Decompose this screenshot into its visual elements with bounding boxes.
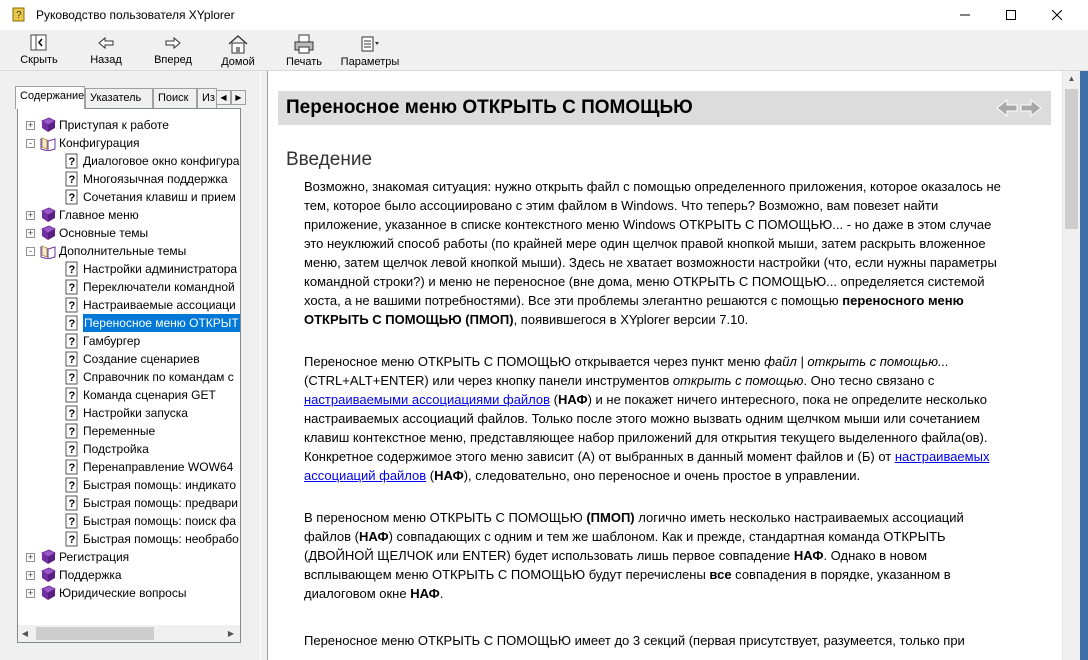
svg-text:?: ? [68, 534, 76, 546]
help-topic-icon [64, 441, 80, 457]
paragraph-3 [304, 508, 1008, 603]
tree-item[interactable] [18, 152, 240, 170]
tree-item[interactable] [18, 476, 240, 494]
tree-item[interactable] [18, 458, 240, 476]
tree-item[interactable] [18, 584, 240, 602]
tree-item[interactable] [18, 404, 240, 422]
maximize-icon [1006, 10, 1016, 20]
p2-text-f: ( [426, 468, 435, 483]
tree-item-label: Поддержка [59, 568, 122, 582]
tree-item[interactable] [18, 206, 240, 224]
tree-item-label: Быстрая помощь: предвари [83, 496, 238, 510]
back-button[interactable] [84, 30, 128, 70]
book-closed-icon [40, 117, 56, 133]
book-closed-icon [40, 585, 56, 601]
collapse-icon[interactable]: - [26, 139, 35, 148]
maximize-button[interactable] [988, 0, 1034, 30]
tree-item-label: Настройки администратора [83, 262, 238, 276]
tree-item-label: Быстрая помощь: индикато [83, 478, 237, 492]
p2-text-b: (CTRL+ALT+ENTER) или через кнопку панели инструментов [304, 373, 673, 388]
hide-label: Скрыть [20, 54, 58, 66]
tree-item-label: Переносное меню ОТКРЫТ [84, 316, 239, 330]
tree-item[interactable] [18, 278, 240, 296]
paragraph-4: Переносное меню ОТКРЫТЬ С ПОМОЩЬЮ имеет до 3 секций (первая присутствует, разумеется, только при [304, 633, 965, 648]
p1-text-end: , появившегося в XYplorer версии 7.10. [513, 312, 749, 327]
tree-item-label: Перенаправление WOW64 [83, 460, 234, 474]
book-open-icon [40, 243, 56, 259]
tree-item-label: Создание сценариев [83, 352, 200, 366]
arrow-right-icon [163, 34, 183, 52]
help-topic-icon [64, 423, 80, 439]
print-button[interactable] [282, 30, 326, 70]
expand-icon[interactable]: + [27, 570, 34, 580]
home-label: Домой [221, 56, 255, 68]
back-label: Назад [90, 54, 122, 66]
svg-text:?: ? [68, 300, 76, 312]
page-heading-bar [278, 91, 1051, 125]
tree-item-label: Переменные [83, 424, 156, 438]
p2-text-g: ), следовательно, оно переносное и очень простое в управлении. [463, 468, 861, 483]
tree-item[interactable] [18, 224, 240, 242]
svg-text:?: ? [68, 282, 76, 294]
page-title: Переносное меню ОТКРЫТЬ С ПОМОЩЬЮ [286, 97, 693, 118]
tree-item-label: Справочник по командам с [83, 370, 234, 384]
svg-text:?: ? [68, 372, 76, 384]
expand-icon[interactable]: + [27, 120, 34, 130]
tree-item-label: Команда сценария GET [83, 388, 216, 402]
p3-text-g: . Однако в новом всплывающем меню ОТКРЫТЬ С ПОМОЩЬЮ будут перечислены [304, 548, 928, 582]
window-title: Руководство пользователя XYplorer [36, 8, 235, 22]
scroll-up-arrow-icon[interactable]: ▲ [1067, 74, 1076, 83]
p3-text-e: ) совпадающих с одним и тем же шаблоном. Как и прежде, стандартная команда ОТКРЫТЬ (ДВОЙНОЙ ЩЕЛЧОК или ENTER) будет использовать лишь первое совпадение [304, 529, 946, 563]
svg-text:?: ? [68, 264, 76, 276]
help-topic-icon [64, 369, 80, 385]
tab-contents[interactable]: Содержание [15, 86, 85, 109]
navigation-arrows-icon[interactable] [995, 96, 1043, 120]
help-topic-icon [64, 297, 80, 313]
p2-naf-bold-2: НАФ [434, 468, 464, 483]
p1-bold: переносного меню ОТКРЫТЬ С ПОМОЩЬЮ (ПМОП) [304, 293, 964, 327]
toolbar [0, 30, 1088, 71]
tree-item-label: Сочетания клавиш и прием [83, 190, 236, 204]
tree-item[interactable] [18, 386, 240, 404]
content-scrollbar-thumb[interactable] [1065, 89, 1078, 229]
tree-item[interactable] [18, 170, 240, 188]
svg-text:?: ? [68, 408, 76, 420]
help-topic-icon [64, 387, 80, 403]
tree-item-label: Настраиваемые ассоциаци [83, 298, 236, 312]
svg-text:?: ? [68, 480, 76, 492]
help-topic-icon [64, 315, 80, 331]
p1-text: Возможно, знакомая ситуация: нужно открыть файл с помощью определенного приложения, которое оказалось не тем, которое было ассоциировано с этим файлом в Windows. Что теперь? Возможно, вам повезет найти приложение, указанное в списке контекстного меню Windows ОТКРЫТЬ С ПОМОЩЬЮ... - но даже в этом случае это неуклюжий способ работы (по крайней мере один щелчок правой кнопкой мыши, затем раскрыть вложенное меню, затем щелчок левой кнопкой мыши). Здесь не хватает возможности настройки (что, если нужны параметры командной строки?) и меню не переносное (вне дома, меню ОТКРЫТЬ С ПОМОЩЬЮ... определяется системой хоста, а не вашими потребностями). Все эти проблемы элегантно решаются с помощью [304, 179, 1001, 308]
forward-label: Вперед [154, 54, 192, 66]
tree-item-label: Быстрая помощь: необрабо [83, 532, 239, 546]
svg-text:?: ? [16, 10, 22, 21]
p2-text-d: ( [550, 392, 559, 407]
tree-horizontal-scrollbar[interactable] [18, 625, 240, 642]
tab-scroll-left-button[interactable]: ◀ [216, 90, 231, 105]
tree-item[interactable] [18, 260, 240, 278]
book-open-icon [40, 135, 56, 151]
svg-text:?: ? [68, 156, 76, 168]
tree-scrollbar-thumb[interactable] [36, 627, 154, 640]
paragraph-2 [304, 352, 1008, 485]
book-closed-icon [40, 225, 56, 241]
svg-text:?: ? [68, 354, 76, 366]
expand-icon[interactable]: + [27, 228, 34, 238]
expand-icon[interactable]: + [27, 588, 34, 598]
book-closed-icon [40, 207, 56, 223]
help-topic-icon [64, 531, 80, 547]
tree-item-label: Основные темы [59, 226, 149, 240]
help-topic-icon [64, 513, 80, 529]
print-label: Печать [285, 56, 323, 68]
help-topic-icon [64, 333, 80, 349]
p2-text-e: ) и не покажет ничего интересного, пока не определите несколько настраиваемых ассоциаций файлов. Только после этого можно вызвать одним щелчком мыши или сочетанием клавиш контекстное меню, представляющее набор приложений для открытия текущего выделенного файла(ов). Конкретное содержимое этого меню зависит (А) от выбранных в данный момент файлов и (Б) от [304, 392, 988, 464]
tree-item[interactable] [18, 368, 240, 386]
p2-text-c: . Оно тесно связано с [803, 373, 935, 388]
p3-text-k: . [439, 586, 444, 601]
tree-item[interactable] [18, 548, 240, 566]
svg-text:?: ? [68, 174, 76, 186]
svg-text:?: ? [68, 192, 76, 204]
tree-item-label: Гамбургер [83, 334, 141, 348]
tree-item-label: Быстрая помощь: поиск фа [83, 514, 237, 528]
help-topic-icon [64, 261, 80, 277]
help-topic-icon [64, 477, 80, 493]
tree-item[interactable] [18, 530, 240, 548]
tree-item-label: Переключатели командной [83, 280, 235, 294]
svg-text:?: ? [68, 444, 76, 456]
tree-item[interactable] [18, 494, 240, 512]
options-icon [359, 34, 381, 54]
expand-icon[interactable]: + [27, 552, 34, 562]
help-topic-icon [64, 351, 80, 367]
help-topic-icon [64, 405, 80, 421]
p3-bold-j: НАФ [410, 586, 440, 601]
svg-text:?: ? [68, 516, 76, 528]
p2-naf-bold: НАФ [558, 392, 588, 407]
help-topic-icon [64, 459, 80, 475]
options-label: Параметры [340, 56, 400, 68]
tree-item[interactable] [18, 422, 240, 440]
close-icon [1052, 10, 1062, 20]
tree-item-label: Регистрация [59, 550, 130, 564]
tab-index[interactable]: Указатель [85, 88, 153, 108]
book-closed-icon [40, 567, 56, 583]
title-bar [0, 0, 1088, 31]
help-topic-icon [64, 189, 80, 205]
p2-toolbar-button-name: открыть с помощью [672, 373, 804, 388]
tree-item[interactable] [18, 134, 240, 152]
p2-menu-path: файл | открыть с помощью... [764, 354, 949, 369]
options-button[interactable] [340, 30, 400, 70]
home-button[interactable] [216, 30, 260, 70]
pane-splitter[interactable] [260, 71, 268, 660]
tab-favorites[interactable]: Из [197, 88, 217, 108]
minimize-icon [960, 10, 970, 20]
close-button[interactable] [1034, 0, 1080, 30]
p3-text-i: совпадения в порядке, указанном в диалоговом окне [304, 567, 951, 601]
tab-scroll-right-button[interactable]: ▶ [231, 90, 246, 105]
p2-text: Переносное меню ОТКРЫТЬ С ПОМОЩЬЮ открывается через пункт меню [304, 354, 765, 369]
hide-pane-icon [29, 34, 49, 52]
tree-item[interactable] [18, 242, 240, 260]
tree-item-label: Диалоговое окно конфигура [83, 154, 240, 168]
tree-item[interactable] [18, 296, 240, 314]
tree-item-label: Подстройка [83, 442, 149, 456]
p3-bold-h: все [709, 567, 732, 582]
tree-item-label: Настройки запуска [83, 406, 188, 420]
forward-button[interactable] [148, 30, 198, 70]
home-icon [227, 34, 249, 54]
book-closed-icon [40, 549, 56, 565]
p3-bold-f: НАФ [793, 548, 824, 563]
tree-item[interactable] [18, 350, 240, 368]
svg-text:?: ? [68, 426, 76, 438]
p3-bold: (ПМОП) [586, 510, 635, 525]
p3-text: В переносном меню ОТКРЫТЬ С ПОМОЩЬЮ [304, 510, 587, 525]
tree-item-label: Юридические вопросы [59, 586, 187, 600]
help-topic-icon [64, 171, 80, 187]
tree-item[interactable] [18, 512, 240, 530]
content-vertical-scrollbar[interactable] [1062, 71, 1080, 660]
tree-item-label: Многоязычная поддержка [83, 172, 228, 186]
help-topic-icon [64, 153, 80, 169]
tree-item-label: Приступая к работе [59, 118, 169, 132]
tree-item-label: Конфигурация [59, 136, 140, 150]
hide-button[interactable] [16, 30, 62, 70]
printer-icon [293, 34, 315, 54]
tree-item[interactable] [18, 116, 240, 134]
custom-file-associations-link[interactable]: настраиваемыми ассоциациями файлов [304, 392, 551, 407]
collapse-icon[interactable]: - [26, 247, 35, 256]
scroll-right-arrow-icon[interactable]: ▶ [227, 629, 235, 638]
svg-text:?: ? [68, 390, 76, 402]
section-heading: Введение [286, 149, 373, 170]
p3-bold-d: НАФ [359, 529, 389, 544]
tab-search[interactable]: Поиск [153, 88, 197, 108]
minimize-button[interactable] [942, 0, 988, 30]
svg-text:?: ? [68, 462, 76, 474]
custom-file-associations-link-2[interactable]: настраиваемых ассоциаций файлов [304, 449, 990, 483]
paragraph-1 [304, 177, 1008, 329]
desktop-edge [1080, 71, 1088, 660]
help-topic-icon [64, 279, 80, 295]
contents-tree [17, 108, 241, 643]
tree-item-label: Главное меню [59, 208, 139, 222]
svg-text:?: ? [68, 498, 76, 510]
help-topic-icon [64, 495, 80, 511]
tree-item[interactable] [18, 188, 240, 206]
tree-item[interactable] [18, 332, 240, 350]
tree-item[interactable] [18, 314, 240, 332]
svg-text:?: ? [68, 318, 76, 330]
tree-item[interactable] [18, 566, 240, 584]
arrow-left-icon [96, 34, 116, 52]
expand-icon[interactable]: + [27, 210, 34, 220]
help-book-icon [12, 7, 26, 22]
p3-text-c: логично иметь несколько настраиваемых ассоциаций файлов ( [304, 510, 964, 544]
scroll-left-arrow-icon[interactable]: ◀ [21, 629, 29, 638]
tree-item[interactable] [18, 440, 240, 458]
tree-item-label: Дополнительные темы [59, 244, 187, 258]
svg-text:?: ? [68, 336, 76, 348]
